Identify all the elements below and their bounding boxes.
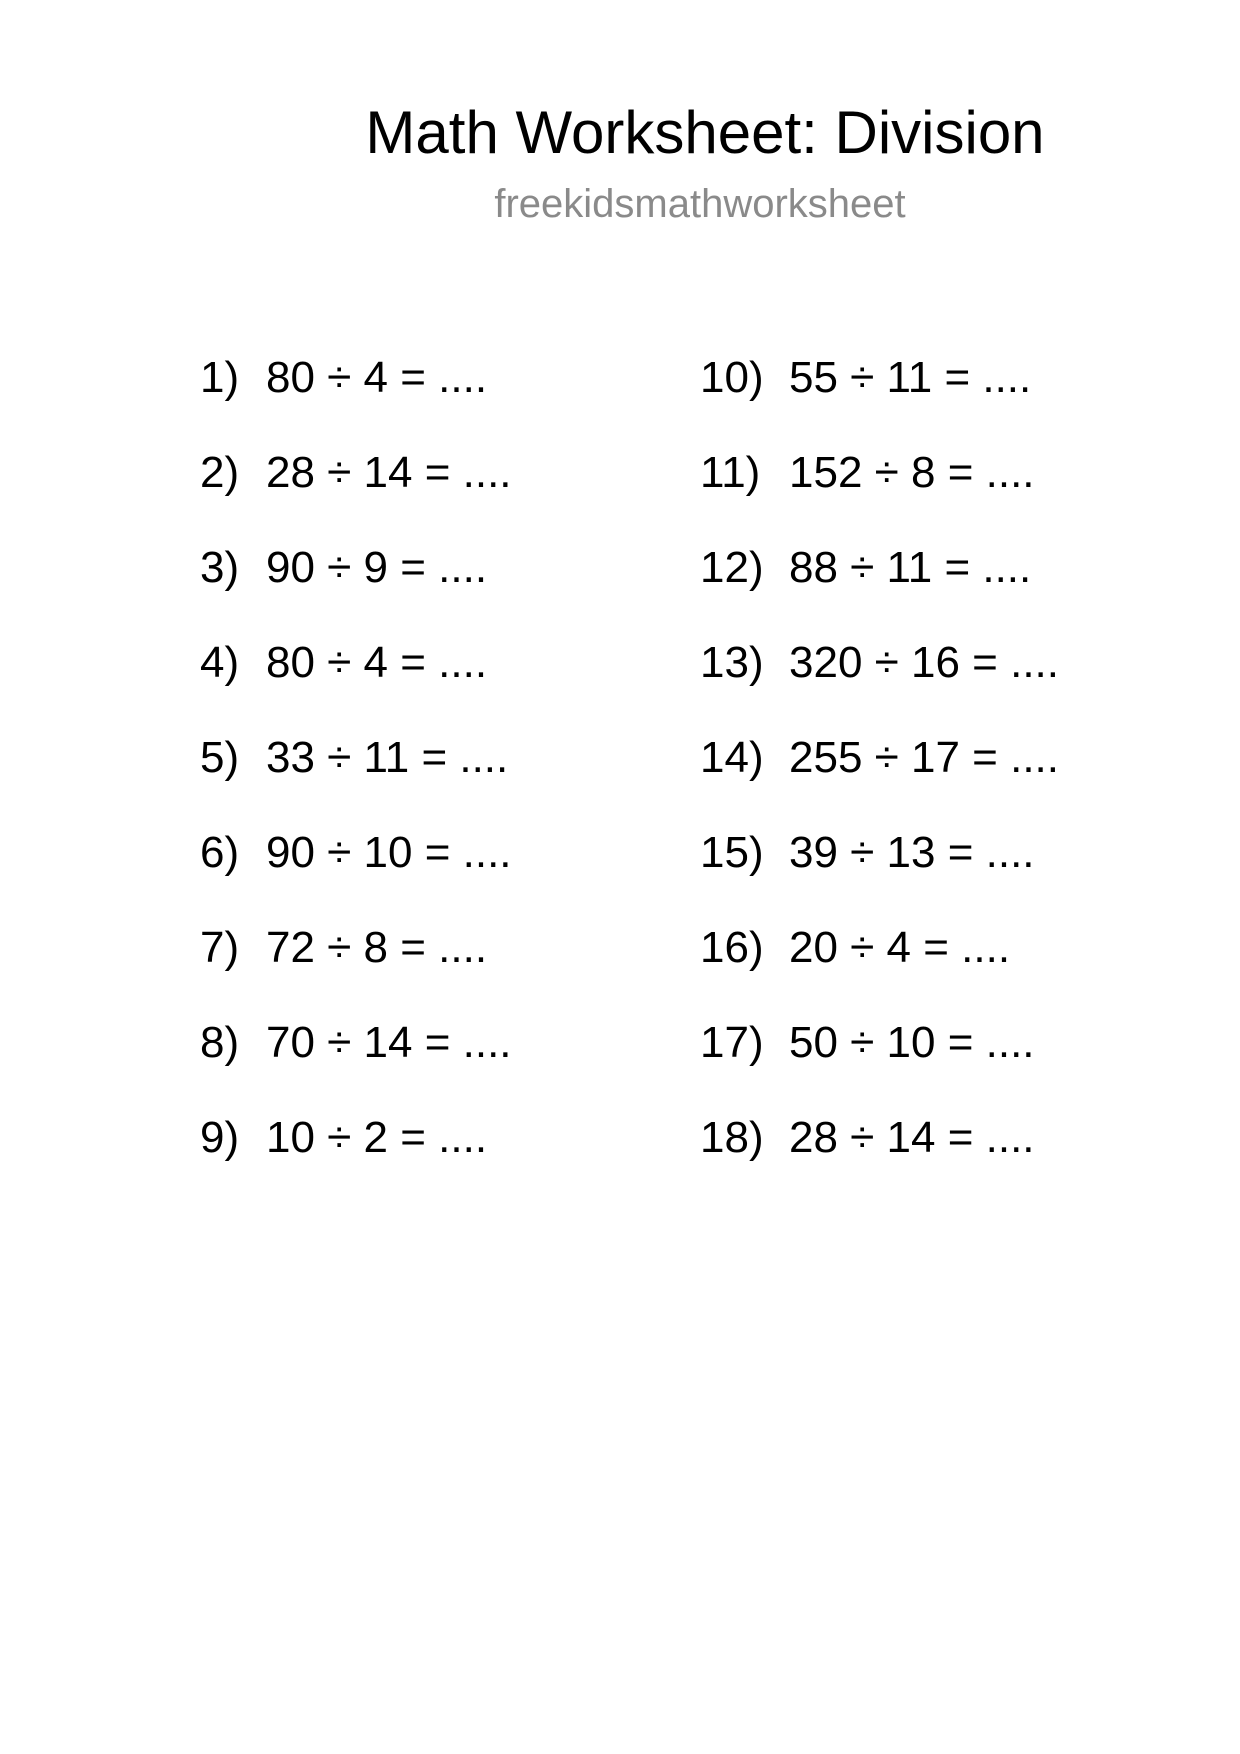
problem-item bbox=[700, 445, 1059, 540]
problem-expression: 152 ÷ 8 = .... bbox=[789, 448, 1035, 497]
problem-expression: 70 ÷ 14 = .... bbox=[266, 1018, 512, 1067]
problem-expression: 255 ÷ 17 = .... bbox=[789, 733, 1059, 782]
problem-item bbox=[200, 920, 512, 1015]
problem-expression: 33 ÷ 11 = .... bbox=[266, 733, 509, 782]
problem-number: 6) bbox=[200, 828, 240, 877]
problem-expression: 28 ÷ 14 = .... bbox=[789, 1113, 1035, 1162]
problem-expression: 39 ÷ 13 = .... bbox=[789, 828, 1035, 877]
problem-item bbox=[700, 825, 1059, 920]
problem-number: 5) bbox=[200, 733, 240, 782]
problem-number: 1) bbox=[200, 353, 240, 402]
problem-number: 2) bbox=[200, 448, 240, 497]
problem-expression: 50 ÷ 10 = .... bbox=[789, 1018, 1035, 1067]
problem-item bbox=[200, 540, 512, 635]
problem-expression: 80 ÷ 4 = .... bbox=[266, 638, 488, 687]
problem-number: 16) bbox=[700, 923, 764, 972]
problem-expression: 55 ÷ 11 = .... bbox=[789, 353, 1032, 402]
problem-item bbox=[200, 635, 512, 730]
problem-expression: 88 ÷ 11 = .... bbox=[789, 543, 1032, 592]
problem-number: 14) bbox=[700, 733, 764, 782]
problem-number: 3) bbox=[200, 543, 240, 592]
problem-number: 8) bbox=[200, 1018, 240, 1067]
problems-column-right bbox=[700, 350, 1059, 1205]
problem-expression: 90 ÷ 9 = .... bbox=[266, 543, 488, 592]
problem-number: 11) bbox=[700, 448, 761, 497]
problem-item bbox=[700, 730, 1059, 825]
worksheet-source: freekidsmathworksheet bbox=[494, 182, 906, 226]
problem-item bbox=[200, 350, 512, 445]
problem-item bbox=[200, 445, 512, 540]
problem-number: 13) bbox=[700, 638, 764, 687]
problem-expression: 80 ÷ 4 = .... bbox=[266, 353, 488, 402]
problem-expression: 10 ÷ 2 = .... bbox=[266, 1113, 488, 1162]
problem-expression: 320 ÷ 16 = .... bbox=[789, 638, 1059, 687]
problem-number: 18) bbox=[700, 1113, 764, 1162]
worksheet-title: Math Worksheet: Division bbox=[365, 99, 1045, 166]
problem-item bbox=[700, 540, 1059, 635]
problem-item bbox=[200, 1015, 512, 1110]
problem-expression: 72 ÷ 8 = .... bbox=[266, 923, 488, 972]
problem-number: 17) bbox=[700, 1018, 764, 1067]
problem-item bbox=[200, 825, 512, 920]
problem-expression: 90 ÷ 10 = .... bbox=[266, 828, 512, 877]
problem-item bbox=[200, 730, 512, 825]
problem-expression: 20 ÷ 4 = .... bbox=[789, 923, 1011, 972]
problem-item bbox=[700, 635, 1059, 730]
problem-item bbox=[700, 920, 1059, 1015]
problem-number: 7) bbox=[200, 923, 240, 972]
problem-number: 4) bbox=[200, 638, 240, 687]
problem-number: 9) bbox=[200, 1113, 240, 1162]
problem-item bbox=[700, 350, 1059, 445]
problem-number: 10) bbox=[700, 353, 764, 402]
problem-expression: 28 ÷ 14 = .... bbox=[266, 448, 512, 497]
problems-column-left bbox=[200, 350, 512, 1205]
problem-item bbox=[700, 1110, 1059, 1205]
problem-item bbox=[700, 1015, 1059, 1110]
problem-item bbox=[200, 1110, 512, 1205]
problem-number: 12) bbox=[700, 543, 764, 592]
problem-number: 15) bbox=[700, 828, 764, 877]
